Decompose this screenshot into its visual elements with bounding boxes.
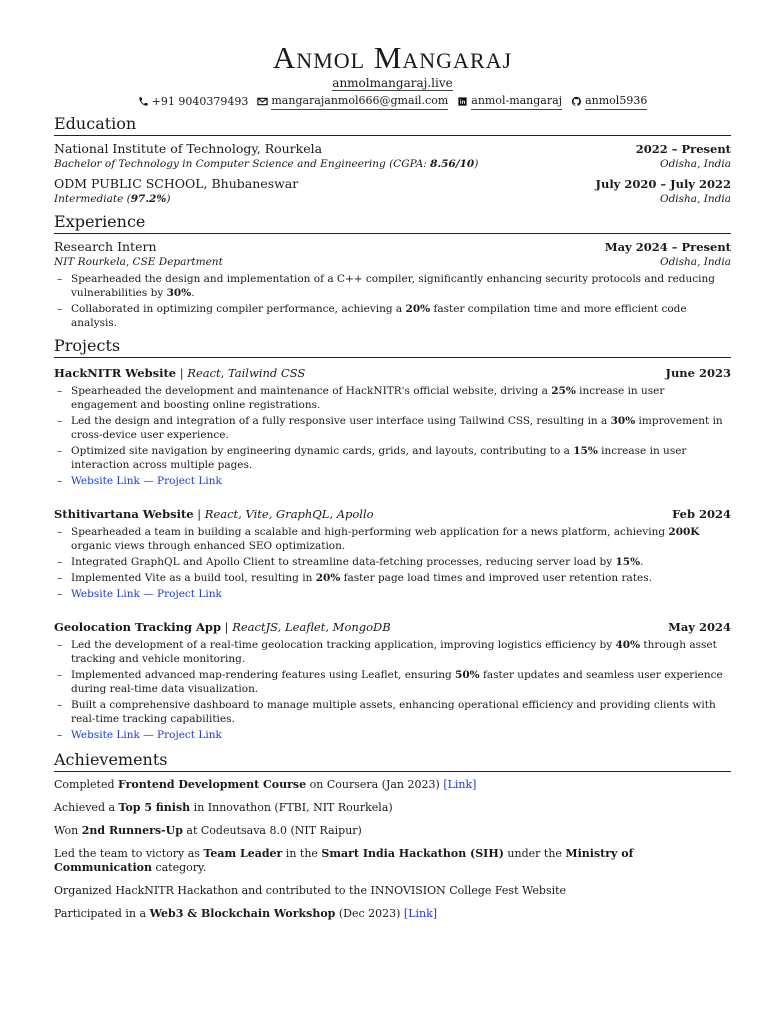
achievement-item: Won 2nd Runners-Up at Codeutsava 8.0 (NIT Raipur) [54, 824, 362, 837]
envelope-icon [257, 96, 268, 107]
education-detail-row [54, 157, 731, 171]
project-name: Geolocation Tracking App [54, 620, 221, 634]
bullet-item: – Implemented Vite as a build tool, resulting in 20% faster page load times and improved user retention rates. [71, 571, 731, 585]
achievement-item: Completed Frontend Development Course on Coursera (Jan 2023) [Link] [54, 778, 477, 791]
project-link[interactable]: Project Link [157, 588, 222, 600]
project-title: Geolocation Tracking App | ReactJS, Leaflet, MongoDB [54, 620, 391, 634]
achievement-link[interactable]: [Link] [403, 907, 438, 920]
bullet-metric: 20% [315, 572, 341, 584]
github-icon [571, 96, 582, 107]
degree-text: Bachelor of Technology in Computer Science and Engineering (CGPA: 8.56/10) [54, 158, 479, 170]
bullet-item: – Spearheaded the design and implementation of a C++ compiler, significantly enhancing security protocols and reducing vulnerabilities by 30%. [71, 272, 731, 300]
project-name: HackNITR Website [54, 366, 177, 380]
linkedin-handle: anmol-mangaraj [471, 93, 562, 110]
website-link[interactable]: anmolmangaraj.live [332, 76, 453, 90]
score: 8.56/10 [430, 158, 475, 170]
project-bullets [54, 638, 731, 742]
bullet-item: – Integrated GraphQL and Apollo Client to streamline data-fetching processes, reducing server load by 15%. [71, 555, 731, 569]
project-header [54, 506, 731, 522]
phone-icon [138, 96, 149, 107]
bullet-item: – Implemented advanced map-rendering features using Leaflet, ensuring 50% faster updates and seamless user experience during real-time data visualization. [71, 668, 731, 696]
project-date: Feb 2024 [672, 507, 731, 521]
bullet-metric: 40% [615, 639, 641, 651]
achievement-highlight: Web3 & Blockchain Workshop [149, 907, 336, 920]
contact-row [54, 93, 731, 110]
link-separator: — [139, 588, 158, 600]
project-title: Sthitivartana Website | React, Vite, GraphQL, Apollo [54, 507, 374, 521]
achievement-highlight: Ministry of Communication [54, 847, 634, 874]
project-date: May 2024 [668, 620, 731, 634]
achievement-highlight: Team Leader [203, 847, 283, 860]
bullet-metric: 30% [610, 415, 636, 427]
bullet-metric: 30% [166, 287, 192, 299]
project-link[interactable]: Project Link [157, 475, 222, 487]
experience-heading: Experience [54, 212, 731, 234]
achievement-highlight: Smart India Hackathon (SIH) [321, 847, 504, 860]
achievement-highlight: 2nd Runners-Up [81, 824, 183, 837]
bullet-item: – Spearheaded the development and maintenance of HackNITR's official website, driving a 25% increase in user engagement and boosting online registrations. [71, 384, 731, 412]
achievement-highlight: Top 5 finish [118, 801, 191, 814]
bullet-item: – Led the design and integration of a fully responsive user interface using Tailwind CSS, resulting in a 30% improvement in cross-device user experience. [71, 414, 731, 442]
phone-number: +91 9040379493 [151, 94, 249, 108]
email-address: mangarajanmol666@gmail.com [271, 93, 448, 110]
project-name: Sthitivartana Website [54, 507, 194, 521]
bullet-metric: 20% [405, 303, 431, 315]
education-location: Odisha, India [659, 193, 731, 205]
education-location: Odisha, India [659, 158, 731, 170]
education-entry [54, 176, 731, 206]
bullet-metric: 50% [455, 669, 480, 681]
phone-contact[interactable] [138, 93, 249, 110]
bullet-metric: 200K [668, 526, 700, 538]
project-stack: React, Tailwind CSS [187, 366, 306, 380]
role-location: Odisha, India [659, 256, 731, 268]
achievement-item: Led the team to victory as Team Leader in the Smart India Hackathon (SIH) under the Ministry of Communication category. [54, 847, 634, 874]
project-links [71, 728, 731, 742]
education-detail-row [54, 192, 731, 206]
candidate-name: Anmol Mangaraj [272, 40, 513, 75]
degree-text: Intermediate (97.2%) [54, 193, 171, 205]
project-link[interactable]: Project Link [157, 729, 222, 741]
bullet-metric: 25% [551, 385, 576, 397]
link-separator: — [139, 729, 158, 741]
bullet-item: – Built a comprehensive dashboard to manage multiple assets, enhancing operational efficiency and providing clients with real-time tracking capabilities. [71, 698, 731, 726]
score: 97.2% [130, 193, 167, 205]
project-header [54, 619, 731, 635]
project-bullets [54, 384, 731, 488]
project-entry [54, 365, 731, 488]
project-entry [54, 506, 731, 601]
project-bullets [54, 525, 731, 601]
bullet-item: – Optimized site navigation by engineering dynamic cards, grids, and layouts, contributing to a 15% increase in user interaction across multiple pages. [71, 444, 731, 472]
achievement-item: Organized HackNITR Hackathon and contributed to the INNOVISION College Fest Website [54, 884, 567, 897]
website-link[interactable]: Website Link [71, 588, 140, 600]
institution-name: ODM PUBLIC SCHOOL, Bhubaneswar [54, 176, 299, 191]
experience-entry [54, 239, 731, 330]
bullet-item: – Spearheaded a team in building a scalable and high-performing web application for a news platform, achieving 200K organic views through enhanced SEO optimization. [71, 525, 731, 553]
bullet-metric: 15% [615, 556, 641, 568]
role-dates: May 2024 – Present [604, 240, 731, 254]
institution-name: National Institute of Technology, Rourkela [54, 141, 323, 156]
education-heading: Education [54, 114, 731, 136]
project-title: HackNITR Website | React, Tailwind CSS [54, 366, 306, 380]
project-header [54, 365, 731, 381]
bullet-item: – Led the development of a real-time geolocation tracking application, improving logistics efficiency by 40% through asset tracking and vehicle monitoring. [71, 638, 731, 666]
education-list [54, 141, 731, 206]
project-entry [54, 619, 731, 742]
bullet-item: – Collaborated in optimizing compiler performance, achieving a 20% faster compilation time and more efficient code analysis. [71, 302, 731, 330]
linkedin-contact[interactable] [457, 93, 562, 110]
website-link[interactable]: Website Link [71, 729, 140, 741]
projects-heading: Projects [54, 336, 731, 358]
achievements-heading: Achievements [54, 750, 731, 772]
github-contact[interactable] [571, 93, 647, 110]
resume-page [54, 40, 731, 921]
achievements-list [54, 778, 731, 921]
link-separator: — [139, 475, 158, 487]
projects-list [54, 365, 731, 742]
email-contact[interactable] [257, 93, 448, 110]
education-dates: July 2020 – July 2022 [595, 177, 731, 191]
achievement-link[interactable]: [Link] [443, 778, 477, 791]
project-stack: ReactJS, Leaflet, MongoDB [232, 620, 391, 634]
education-entry [54, 141, 731, 171]
achievement-highlight: Frontend Development Course [118, 778, 307, 791]
github-handle: anmol5936 [585, 93, 647, 110]
role-org: NIT Rourkela, CSE Department [54, 256, 223, 268]
project-links [71, 587, 731, 601]
role-title: Research Intern [54, 239, 157, 254]
project-stack: React, Vite, GraphQL, Apollo [204, 507, 374, 521]
education-row [54, 176, 731, 192]
education-dates: 2022 – Present [635, 142, 731, 156]
bullet-metric: 15% [573, 445, 598, 457]
achievement-item: Participated in a Web3 & Blockchain Workshop (Dec 2023) [Link] [54, 907, 438, 920]
achievement-item: Achieved a Top 5 finish in Innovathon (FTBI, NIT Rourkela) [54, 801, 393, 814]
project-date: June 2023 [665, 366, 731, 380]
education-row [54, 141, 731, 157]
website-link[interactable]: Website Link [71, 475, 140, 487]
project-links [71, 474, 731, 488]
linkedin-icon [457, 96, 468, 107]
experience-bullets [54, 272, 731, 330]
